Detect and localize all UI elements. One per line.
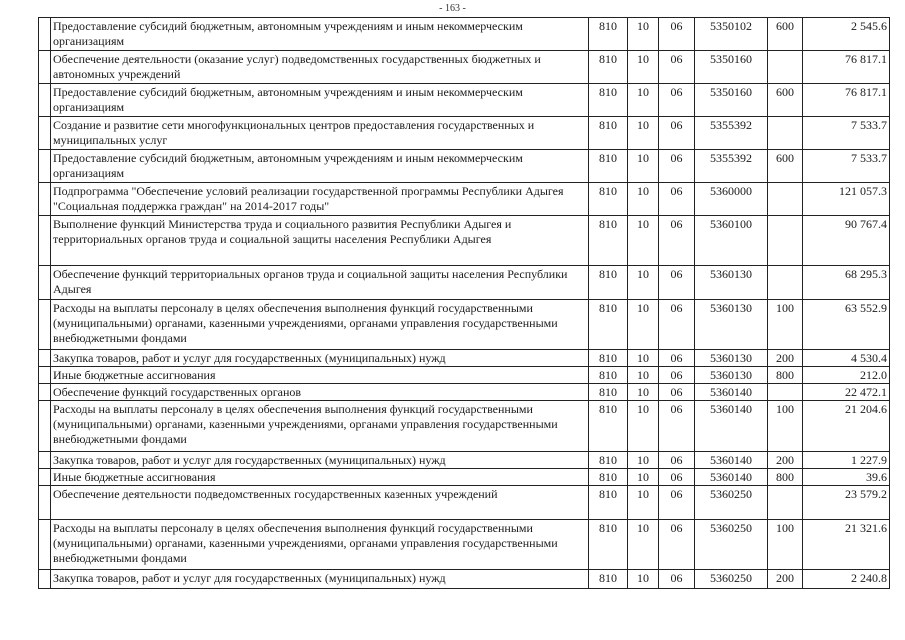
row-name: Закупка товаров, работ и услуг для государственных (муниципальных) нужд xyxy=(51,452,589,469)
page-number: - 163 - xyxy=(439,3,466,14)
row-subsection: 06 xyxy=(659,469,695,486)
row-expense-type: 800 xyxy=(768,469,803,486)
row-section: 10 xyxy=(628,216,659,266)
row-section: 10 xyxy=(628,469,659,486)
row-indent-cell xyxy=(39,350,51,367)
row-section: 10 xyxy=(628,150,659,183)
row-section: 10 xyxy=(628,520,659,570)
row-target-article: 5350160 xyxy=(695,84,768,117)
row-target-article: 5360140 xyxy=(695,401,768,452)
row-amount: 2 240.8 xyxy=(803,570,890,589)
row-name: Обеспечение функций государственных органов xyxy=(51,384,589,401)
row-subsection: 06 xyxy=(659,401,695,452)
row-subsection: 06 xyxy=(659,84,695,117)
row-subsection: 06 xyxy=(659,486,695,520)
row-subsection: 06 xyxy=(659,300,695,350)
row-subsection: 06 xyxy=(659,266,695,300)
row-indent-cell xyxy=(39,384,51,401)
row-indent-cell xyxy=(39,18,51,51)
table-row xyxy=(39,452,890,469)
row-amount: 68 295.3 xyxy=(803,266,890,300)
row-subsection: 06 xyxy=(659,216,695,266)
row-name: Выполнение функций Министерства труда и социального развития Республики Адыгея и территориальных органов труда и социальной защиты населения Республики Адыгея xyxy=(51,216,589,266)
row-amount: 7 533.7 xyxy=(803,117,890,150)
table-row xyxy=(39,300,890,350)
row-target-article: 5360000 xyxy=(695,183,768,216)
row-target-article: 5360100 xyxy=(695,216,768,266)
row-expense-type: 100 xyxy=(768,401,803,452)
row-subsection: 06 xyxy=(659,367,695,384)
row-subsection: 06 xyxy=(659,520,695,570)
row-code: 810 xyxy=(589,266,628,300)
row-expense-type: 800 xyxy=(768,367,803,384)
row-section: 10 xyxy=(628,486,659,520)
row-expense-type: 200 xyxy=(768,452,803,469)
row-section: 10 xyxy=(628,117,659,150)
row-amount: 23 579.2 xyxy=(803,486,890,520)
row-code: 810 xyxy=(589,384,628,401)
row-indent-cell xyxy=(39,452,51,469)
row-subsection: 06 xyxy=(659,150,695,183)
row-expense-type: 600 xyxy=(768,150,803,183)
row-section: 10 xyxy=(628,266,659,300)
row-code: 810 xyxy=(589,469,628,486)
table-row xyxy=(39,150,890,183)
row-code: 810 xyxy=(589,350,628,367)
table-row xyxy=(39,183,890,216)
row-amount: 7 533.7 xyxy=(803,150,890,183)
row-target-article: 5360250 xyxy=(695,520,768,570)
row-indent-cell xyxy=(39,401,51,452)
row-name: Закупка товаров, работ и услуг для государственных (муниципальных) нужд xyxy=(51,570,589,589)
row-code: 810 xyxy=(589,51,628,84)
row-target-article: 5350102 xyxy=(695,18,768,51)
row-section: 10 xyxy=(628,367,659,384)
row-section: 10 xyxy=(628,350,659,367)
row-amount: 2 545.6 xyxy=(803,18,890,51)
row-amount: 4 530.4 xyxy=(803,350,890,367)
row-section: 10 xyxy=(628,401,659,452)
row-section: 10 xyxy=(628,384,659,401)
row-indent-cell xyxy=(39,367,51,384)
row-subsection: 06 xyxy=(659,384,695,401)
table-row xyxy=(39,216,890,266)
row-target-article: 5360140 xyxy=(695,452,768,469)
row-target-article: 5355392 xyxy=(695,117,768,150)
row-expense-type: 200 xyxy=(768,570,803,589)
table-row xyxy=(39,384,890,401)
table-row xyxy=(39,117,890,150)
row-indent-cell xyxy=(39,117,51,150)
row-name: Создание и развитие сети многофункциональных центров предоставления государственных и муниципальных услуг xyxy=(51,117,589,150)
row-name: Расходы на выплаты персоналу в целях обеспечения выполнения функций государственными (муниципальными) органами, казенными учреждениями, органами управления государственными внебюджетными фондами xyxy=(51,520,589,570)
row-name: Предоставление субсидий бюджетным, автономным учреждениям и иным некоммерческим организациям xyxy=(51,84,589,117)
row-expense-type xyxy=(768,384,803,401)
row-subsection: 06 xyxy=(659,18,695,51)
row-name: Предоставление субсидий бюджетным, автономным учреждениям и иным некоммерческим организациям xyxy=(51,18,589,51)
row-section: 10 xyxy=(628,84,659,117)
row-target-article: 5350160 xyxy=(695,51,768,84)
row-name: Предоставление субсидий бюджетным, автономным учреждениям и иным некоммерческим организациям xyxy=(51,150,589,183)
row-subsection: 06 xyxy=(659,452,695,469)
row-section: 10 xyxy=(628,51,659,84)
table-row xyxy=(39,18,890,51)
row-target-article: 5360130 xyxy=(695,300,768,350)
row-code: 810 xyxy=(589,520,628,570)
row-expense-type xyxy=(768,216,803,266)
row-target-article: 5360140 xyxy=(695,384,768,401)
row-amount: 90 767.4 xyxy=(803,216,890,266)
row-amount: 21 204.6 xyxy=(803,401,890,452)
row-name: Расходы на выплаты персоналу в целях обеспечения выполнения функций государственными (муниципальными) органами, казенными учреждениями, органами управления государственными внебюджетными фондами xyxy=(51,300,589,350)
table-row xyxy=(39,570,890,589)
row-target-article: 5360250 xyxy=(695,486,768,520)
row-target-article: 5360130 xyxy=(695,367,768,384)
table-row xyxy=(39,401,890,452)
row-indent-cell xyxy=(39,216,51,266)
row-indent-cell xyxy=(39,300,51,350)
row-expense-type xyxy=(768,117,803,150)
row-amount: 121 057.3 xyxy=(803,183,890,216)
row-expense-type: 200 xyxy=(768,350,803,367)
row-name: Обеспечение деятельности (оказание услуг) подведомственных государственных бюджетных и автономных учреждений xyxy=(51,51,589,84)
row-indent-cell xyxy=(39,520,51,570)
table-row xyxy=(39,469,890,486)
row-code: 810 xyxy=(589,84,628,117)
row-expense-type xyxy=(768,51,803,84)
row-amount: 63 552.9 xyxy=(803,300,890,350)
row-expense-type: 600 xyxy=(768,18,803,51)
row-subsection: 06 xyxy=(659,117,695,150)
row-amount: 1 227.9 xyxy=(803,452,890,469)
row-code: 810 xyxy=(589,18,628,51)
row-expense-type xyxy=(768,486,803,520)
row-name: Подпрограмма "Обеспечение условий реализации государственной программы Республики Адыгея "Социальная поддержка граждан" на 2014-2017 годы" xyxy=(51,183,589,216)
row-code: 810 xyxy=(589,486,628,520)
row-amount: 39.6 xyxy=(803,469,890,486)
row-section: 10 xyxy=(628,452,659,469)
row-code: 810 xyxy=(589,570,628,589)
row-code: 810 xyxy=(589,117,628,150)
row-indent-cell xyxy=(39,469,51,486)
row-code: 810 xyxy=(589,300,628,350)
row-subsection: 06 xyxy=(659,51,695,84)
table-row xyxy=(39,51,890,84)
row-indent-cell xyxy=(39,486,51,520)
row-name: Закупка товаров, работ и услуг для государственных (муниципальных) нужд xyxy=(51,350,589,367)
row-amount: 21 321.6 xyxy=(803,520,890,570)
table-row xyxy=(39,520,890,570)
row-amount: 76 817.1 xyxy=(803,84,890,117)
row-indent-cell xyxy=(39,266,51,300)
row-code: 810 xyxy=(589,401,628,452)
row-amount: 22 472.1 xyxy=(803,384,890,401)
row-expense-type xyxy=(768,183,803,216)
row-section: 10 xyxy=(628,183,659,216)
row-target-article: 5360250 xyxy=(695,570,768,589)
row-code: 810 xyxy=(589,216,628,266)
row-indent-cell xyxy=(39,570,51,589)
row-indent-cell xyxy=(39,183,51,216)
row-name: Иные бюджетные ассигнования xyxy=(51,469,589,486)
row-subsection: 06 xyxy=(659,570,695,589)
row-section: 10 xyxy=(628,300,659,350)
row-name: Расходы на выплаты персоналу в целях обеспечения выполнения функций государственными (муниципальными) органами, казенными учреждениями, органами управления государственными внебюджетными фондами xyxy=(51,401,589,452)
row-name: Обеспечение функций территориальных органов труда и социальной защиты населения Республики Адыгея xyxy=(51,266,589,300)
row-target-article: 5360130 xyxy=(695,266,768,300)
row-expense-type: 100 xyxy=(768,300,803,350)
budget-table-body xyxy=(39,18,890,589)
row-expense-type xyxy=(768,266,803,300)
row-target-article: 5360130 xyxy=(695,350,768,367)
row-amount: 76 817.1 xyxy=(803,51,890,84)
table-row xyxy=(39,266,890,300)
row-section: 10 xyxy=(628,570,659,589)
table-row xyxy=(39,367,890,384)
row-name: Обеспечение деятельности подведомственных государственных казенных учреждений xyxy=(51,486,589,520)
row-section: 10 xyxy=(628,18,659,51)
row-code: 810 xyxy=(589,150,628,183)
table-row xyxy=(39,486,890,520)
table-row xyxy=(39,350,890,367)
budget-table xyxy=(38,17,890,589)
table-row xyxy=(39,84,890,117)
row-target-article: 5360140 xyxy=(695,469,768,486)
row-indent-cell xyxy=(39,150,51,183)
row-indent-cell xyxy=(39,51,51,84)
row-code: 810 xyxy=(589,367,628,384)
row-expense-type: 100 xyxy=(768,520,803,570)
row-subsection: 06 xyxy=(659,183,695,216)
row-code: 810 xyxy=(589,183,628,216)
row-indent-cell xyxy=(39,84,51,117)
row-target-article: 5355392 xyxy=(695,150,768,183)
row-name: Иные бюджетные ассигнования xyxy=(51,367,589,384)
row-amount: 212.0 xyxy=(803,367,890,384)
row-subsection: 06 xyxy=(659,350,695,367)
row-code: 810 xyxy=(589,452,628,469)
row-expense-type: 600 xyxy=(768,84,803,117)
